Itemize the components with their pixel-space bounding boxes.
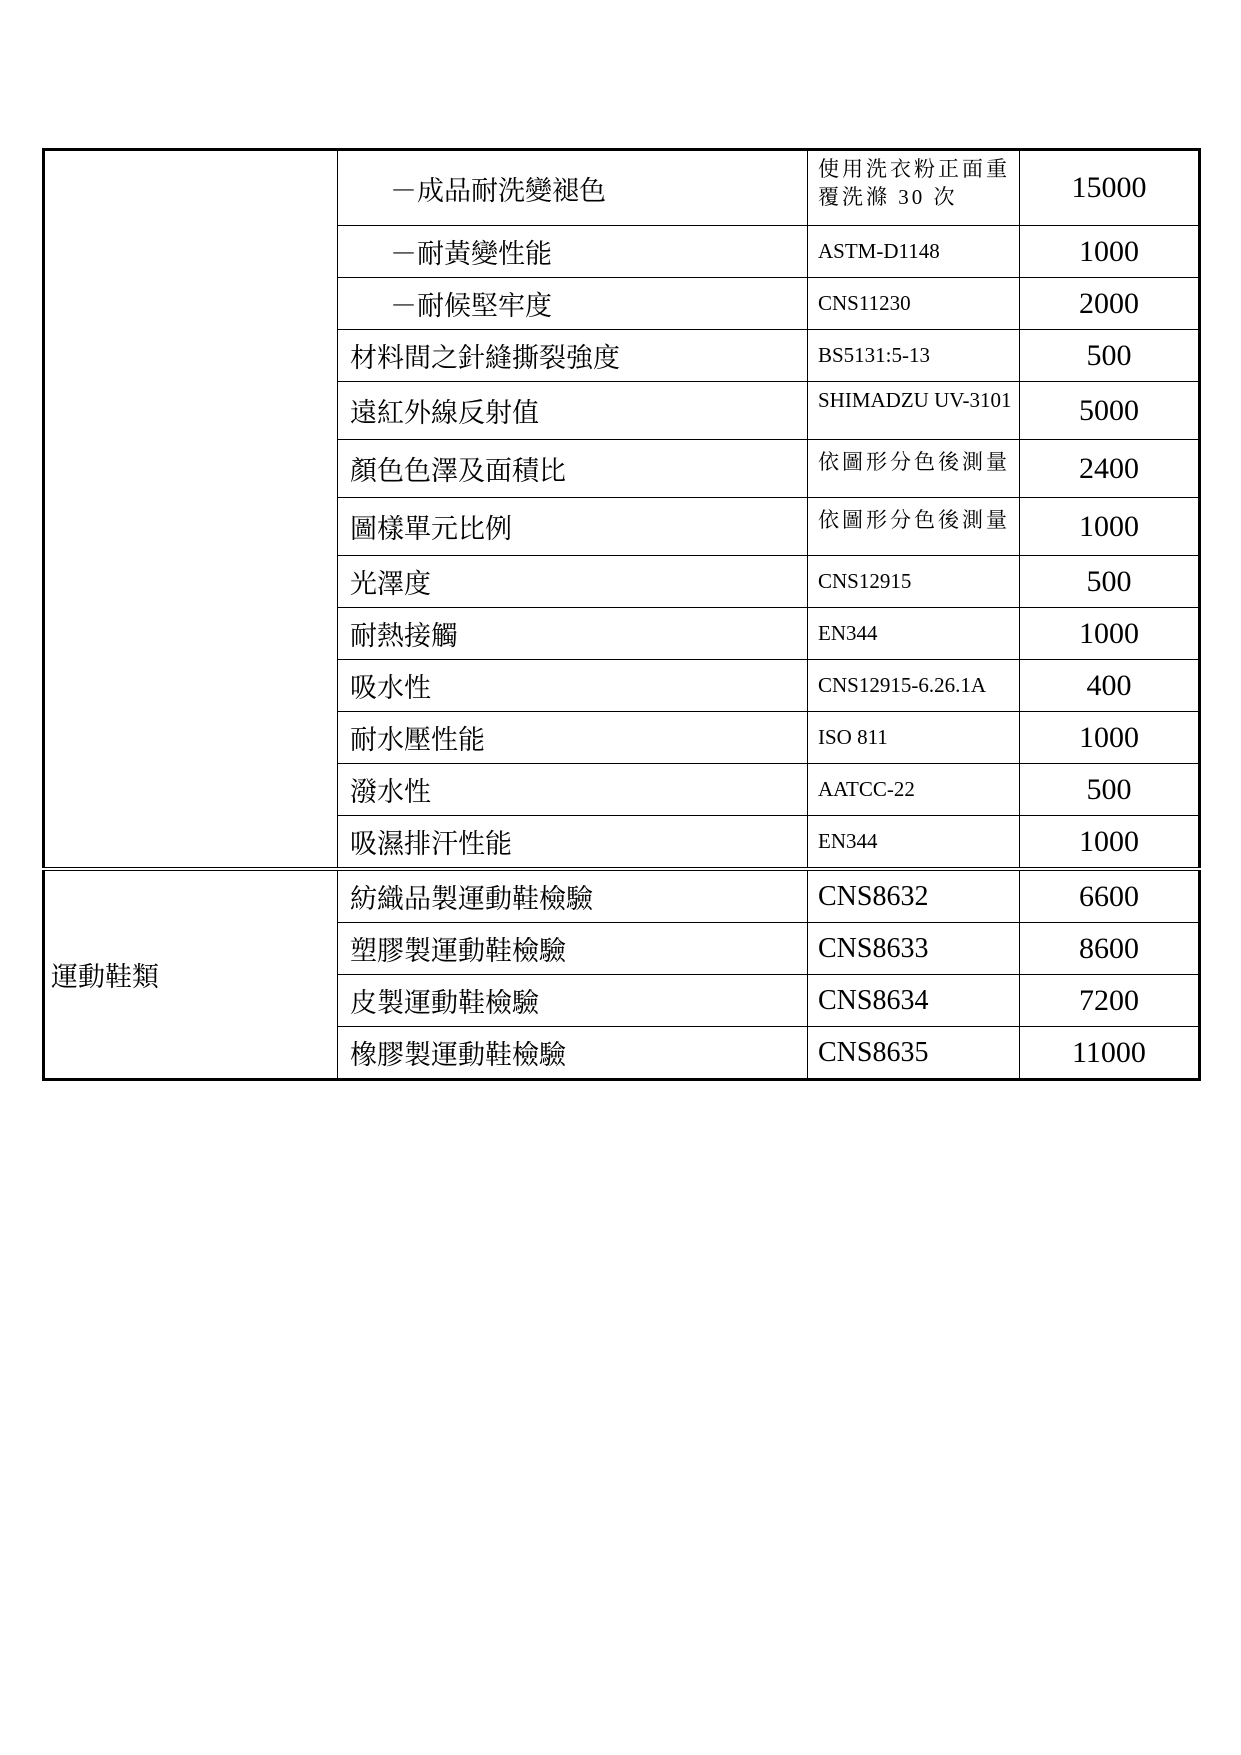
test-item: 皮製運動鞋檢驗 bbox=[338, 975, 808, 1027]
test-method: SHIMADZU UV-3101 bbox=[808, 382, 1020, 440]
test-fee: 6600 bbox=[1020, 869, 1200, 923]
test-fee: 400 bbox=[1020, 660, 1200, 712]
test-item: 吸濕排汗性能 bbox=[338, 816, 808, 870]
test-fee: 500 bbox=[1020, 556, 1200, 608]
test-method: ASTM-D1148 bbox=[808, 226, 1020, 278]
test-method: ISO 811 bbox=[808, 712, 1020, 764]
test-method: BS5131:5-13 bbox=[808, 330, 1020, 382]
category-cell bbox=[44, 150, 338, 870]
test-method: EN344 bbox=[808, 816, 1020, 870]
inspection-fee-table bbox=[42, 148, 1201, 1081]
test-item: －成品耐洗變褪色 bbox=[338, 150, 808, 226]
test-method: AATCC-22 bbox=[808, 764, 1020, 816]
test-fee: 11000 bbox=[1020, 1027, 1200, 1080]
category-cell: 運動鞋類 bbox=[44, 869, 338, 1080]
test-fee: 1000 bbox=[1020, 226, 1200, 278]
table-row bbox=[44, 869, 1200, 923]
test-method: CNS8634 bbox=[808, 975, 1020, 1027]
test-fee: 1000 bbox=[1020, 608, 1200, 660]
test-method: CNS11230 bbox=[808, 278, 1020, 330]
test-fee: 500 bbox=[1020, 330, 1200, 382]
test-fee: 7200 bbox=[1020, 975, 1200, 1027]
test-fee: 8600 bbox=[1020, 923, 1200, 975]
test-item: 耐熱接觸 bbox=[338, 608, 808, 660]
test-item: 顏色色澤及面積比 bbox=[338, 440, 808, 498]
test-item: 潑水性 bbox=[338, 764, 808, 816]
test-fee: 1000 bbox=[1020, 816, 1200, 870]
test-item: 材料間之針縫撕裂強度 bbox=[338, 330, 808, 382]
test-item: 遠紅外線反射值 bbox=[338, 382, 808, 440]
test-fee: 1000 bbox=[1020, 712, 1200, 764]
table-row bbox=[44, 150, 1200, 226]
test-item: －耐黃變性能 bbox=[338, 226, 808, 278]
test-fee: 5000 bbox=[1020, 382, 1200, 440]
test-item: 光澤度 bbox=[338, 556, 808, 608]
test-method: 依圖形分色後測量 bbox=[808, 440, 1020, 498]
test-fee: 2000 bbox=[1020, 278, 1200, 330]
test-item: －耐候堅牢度 bbox=[338, 278, 808, 330]
test-fee: 1000 bbox=[1020, 498, 1200, 556]
test-item: 橡膠製運動鞋檢驗 bbox=[338, 1027, 808, 1080]
test-item: 吸水性 bbox=[338, 660, 808, 712]
test-item: 圖樣單元比例 bbox=[338, 498, 808, 556]
test-item: 耐水壓性能 bbox=[338, 712, 808, 764]
test-method: CNS8633 bbox=[808, 923, 1020, 975]
test-fee: 500 bbox=[1020, 764, 1200, 816]
test-item: 塑膠製運動鞋檢驗 bbox=[338, 923, 808, 975]
test-method: CNS8635 bbox=[808, 1027, 1020, 1080]
test-item: 紡織品製運動鞋檢驗 bbox=[338, 869, 808, 923]
test-fee: 15000 bbox=[1020, 150, 1200, 226]
test-fee: 2400 bbox=[1020, 440, 1200, 498]
test-method: CNS12915-6.26.1A bbox=[808, 660, 1020, 712]
test-method: CNS12915 bbox=[808, 556, 1020, 608]
test-method: CNS8632 bbox=[808, 869, 1020, 923]
test-method: 依圖形分色後測量 bbox=[808, 498, 1020, 556]
test-method: EN344 bbox=[808, 608, 1020, 660]
test-method: 使用洗衣粉正面重覆洗滌 30 次 bbox=[808, 150, 1020, 226]
